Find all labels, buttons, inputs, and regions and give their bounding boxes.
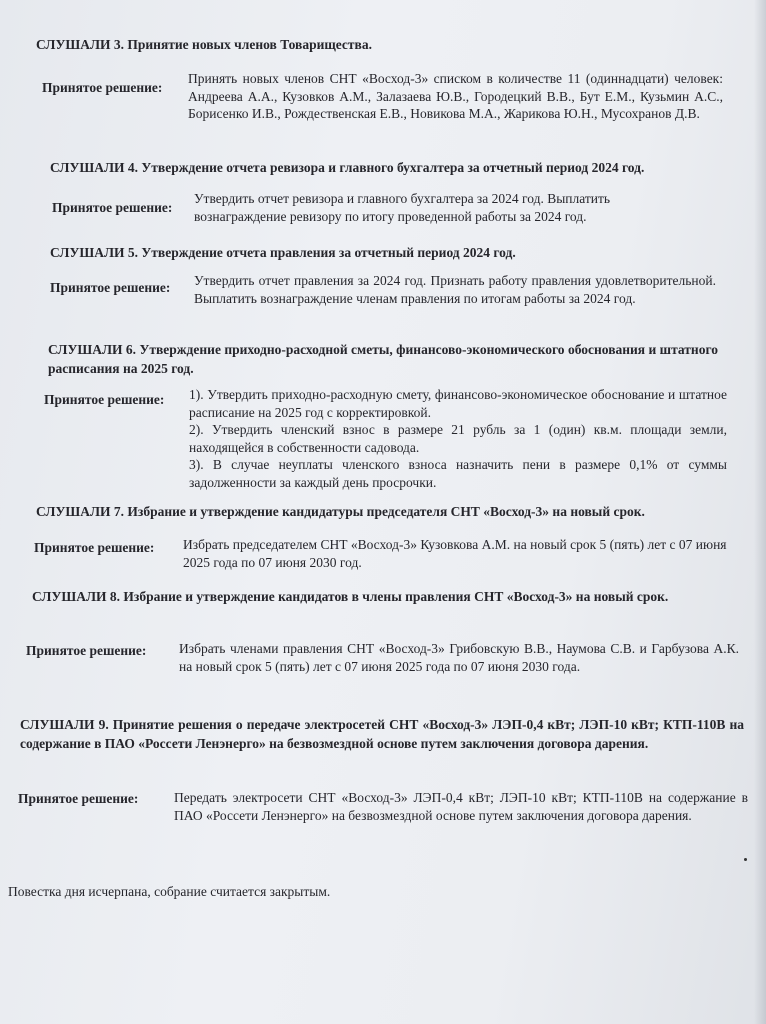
item-3-decision-label: Принятое решение:: [42, 80, 163, 95]
item-9-decision-paragraph: Передать электросети СНТ «Восход-3» ЛЭП-0,4 кВт; ЛЭП-10 кВт; КТП-110В на содержание в ПАО «Россети Ленэнерго» на безвозмездной основе путем заключения договора дарения.: [174, 790, 748, 823]
item-9-decision-label: Принятое решение:: [18, 791, 139, 806]
item-6-decision-label: Принятое решение:: [44, 392, 165, 407]
item-5-decision-paragraph: Утвердить отчет правления за 2024 год. Признать работу правления удовлетворительной. Выплатить вознаграждение членам правления по итогам работы за 2024 год.: [194, 273, 716, 306]
item-4-decision-text: [194, 190, 644, 225]
item-7-decision-label: Принятое решение:: [34, 540, 155, 555]
speck-mark: [744, 858, 747, 861]
item-9-decision-text: [174, 789, 748, 824]
item-4-decision-label: Принятое решение:: [52, 200, 173, 215]
item-8-decision-paragraph: Избрать членами правления СНТ «Восход-3» Грибовскую В.В., Наумова С.В. и Гарбузова А.К. на новый срок 5 (пять) лет с 07 июня 2025 года по 07 июня 2030 года.: [179, 641, 739, 674]
item-6-heading: СЛУШАЛИ 6. Утверждение приходно-расходной сметы, финансово-экономического обоснования и штатного расписания на 2025 год.: [48, 342, 718, 376]
page-edge-shadow: [754, 0, 766, 1024]
item-6-decision-text: [189, 386, 727, 491]
item-6-decision-point-2: 2). Утвердить членский взнос в размере 21 рубль за 1 (один) кв.м. площади земли, находящейся в собственности садовода.: [189, 422, 727, 455]
item-7-heading: СЛУШАЛИ 7. Избрание и утверждение кандидатуры председателя СНТ «Восход-3» на новый срок.: [36, 504, 645, 519]
closing-statement: Повестка дня исчерпана, собрание считается закрытым.: [8, 884, 331, 899]
item-5-decision-text: [194, 272, 716, 307]
item-6-decision-point-3: 3). В случае неуплаты членского взноса назначить пени в размере 0,1% от суммы задолженности за каждый день просрочки.: [189, 457, 727, 490]
item-9-heading: СЛУШАЛИ 9. Принятие решения о передаче электросетей СНТ «Восход-3» ЛЭП-0,4 кВт; ЛЭП-10 кВт; КТП-110В на содержание в ПАО «Россети Ленэнерго» на безвозмездной основе путем заключения договора дарения.: [20, 717, 744, 751]
item-7-decision-text: [183, 536, 735, 571]
item-3-decision-text: [188, 70, 723, 123]
item-8-decision-label: Принятое решение:: [26, 643, 147, 658]
item-4-decision-paragraph: Утвердить отчет ревизора и главного бухгалтера за 2024 год. Выплатить вознаграждение ревизору по итогу проведенной работы за 2024 год.: [194, 191, 611, 224]
item-3-heading: СЛУШАЛИ 3. Принятие новых членов Товарищества.: [36, 37, 372, 52]
item-8-decision-text: [179, 640, 739, 675]
item-7-decision-paragraph: Избрать председателем СНТ «Восход-3» Кузовкова А.М. на новый срок 5 (пять) лет с 07 июня 2025 года по 07 июня 2030 год.: [183, 537, 727, 570]
item-5-heading: СЛУШАЛИ 5. Утверждение отчета правления за отчетный период 2024 год.: [50, 245, 516, 260]
item-3-decision-paragraph: Принять новых членов СНТ «Восход-3» списком в количестве 11 (одиннадцати) человек: Андреева А.А., Кузовков А.М., Залазаева Ю.В., Городецкий В.В., Бут Е.М., Кузьмин А.С., Борисенко И.В., Рождественская Е.В., Новикова М.А., Жарикова Ю.Н., Мусохранов Д.В.: [188, 71, 723, 121]
item-4-heading: СЛУШАЛИ 4. Утверждение отчета ревизора и главного бухгалтера за отчетный период 2024 год.: [50, 160, 645, 175]
item-6-decision-point-1: 1). Утвердить приходно-расходную смету, финансово-экономическое обоснование и штатное расписание на 2025 год с корректировкой.: [189, 387, 727, 420]
item-5-decision-label: Принятое решение:: [50, 280, 171, 295]
item-8-heading: СЛУШАЛИ 8. Избрание и утверждение кандидатов в члены правления СНТ «Восход-3» на новый срок.: [32, 589, 669, 604]
